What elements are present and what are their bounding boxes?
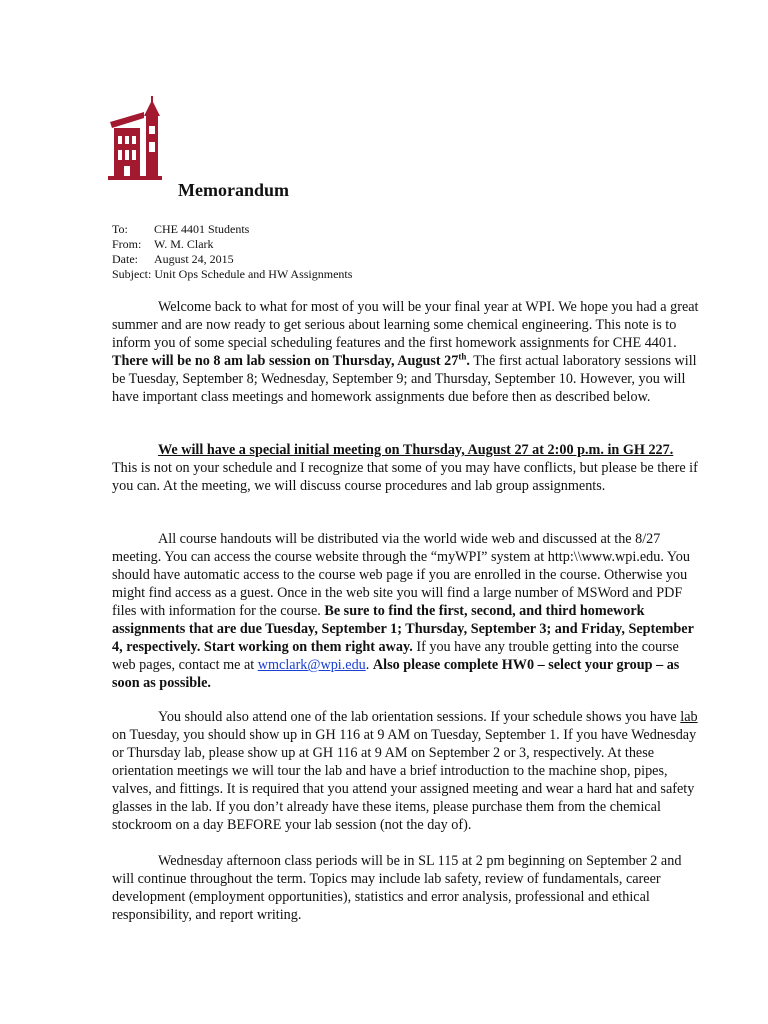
paragraph-course-handouts (112, 530, 700, 692)
header-to (112, 222, 249, 237)
subject-value: Unit Ops Schedule and HW Assignments (154, 267, 353, 281)
wpi-tower-logo-icon (108, 96, 164, 180)
date-value: August 24, 2015 (154, 252, 234, 266)
email-link[interactable]: wmclark@wpi.edu (257, 657, 366, 673)
to-label: To: (112, 222, 128, 236)
header-from (112, 237, 214, 252)
paragraph-initial-meeting (112, 441, 700, 495)
header-date (112, 252, 234, 267)
p2-text: This is not on your schedule and I recognize that some of you may have conflicts, but please be there if you can. At the meeting, we will discuss course procedures and lab group assignments. (112, 460, 698, 494)
p4-underlined-lab: lab (680, 709, 698, 725)
to-value: CHE 4401 Students (154, 222, 250, 236)
header-subject (112, 267, 352, 282)
from-value: W. M. Clark (154, 237, 214, 251)
p3-text-3: . (365, 657, 373, 673)
paragraph-lab-orientation (112, 708, 700, 834)
p1-text-1: Welcome back to what for most of you will be your final year at WPI. We hope you had a great summer and are now ready to get serious about learning some chemical engineering. This note is to inform you of some special scheduling features and the first homework assignments for CHE 4401. (112, 299, 699, 351)
p4-text-2: on Tuesday, you should show up in GH 116 at 9 AM on Tuesday, September 1. If you have Wednesday or Thursday lab, please show up at GH 116 at 9 AM on September 2 or 3, respectively. At these orientation meetings we will tour the lab and have a brief introduction to the machine shop, pipes, valves, and fittings. It is required that you attend your assigned meeting and wear a hard hat and safety glasses in the lab. If you don’t already have these items, please purchase them from the chemical stockroom on a day BEFORE your lab session (not the day of). (112, 727, 697, 833)
p1-text-2: The first actual laboratory sessions will be Tuesday, September 8; Wednesday, September 9; and Thursday, September 10. However, you will have important class meetings and homework assignments due before then as described below. (112, 353, 697, 405)
p4-text-1: You should also attend one of the lab orientation sessions. If your schedule shows you have (158, 709, 681, 725)
subject-label: Subject: (112, 267, 152, 281)
p3-bold-homework: Be sure to find the first, second, and third homework assignments that are due Tuesday, September 1; Thursday, September 3; and Friday, September 4, respectively. Start working on them right away. (112, 603, 694, 655)
p3-bold-hw0: Also please complete HW0 – select your group – as soon as possible. (112, 657, 680, 691)
p5-text: Wednesday afternoon class periods will be in SL 115 at 2 pm beginning on September 2 and will continue throughout the term. Topics may include lab safety, review of fundamentals, career development (employment opportunities), statistics and error analysis, professional and ethical responsibility, and report writing. (112, 853, 682, 923)
paragraph-class-periods (112, 852, 700, 924)
p1-superscript: th (458, 351, 467, 362)
p3-text-1: All course handouts will be distributed via the world wide web and discussed at the 8/27 meeting. You can access the course website through the “myWPI” system at http:\\www.wpi.edu. You should have automatic access to the course web page if you are enrolled in the course. Otherwise you might find access as a guest. Once in the web site you will find a large number of MSWord and PDF files with information for the course. (112, 531, 690, 619)
date-label: Date: (112, 252, 138, 266)
p3-text-2: If you have any trouble getting into the course web pages, contact me at (112, 639, 679, 673)
p2-meeting-notice: We will have a special initial meeting on Thursday, August 27 at 2:00 p.m. in GH 227. (158, 442, 674, 458)
paragraph-welcome (112, 298, 700, 406)
memo-title: Memorandum (178, 180, 289, 200)
p1-bold-notice: There will be no 8 am lab session on Thursday, August 27th. (112, 351, 470, 369)
from-label: From: (112, 237, 142, 251)
